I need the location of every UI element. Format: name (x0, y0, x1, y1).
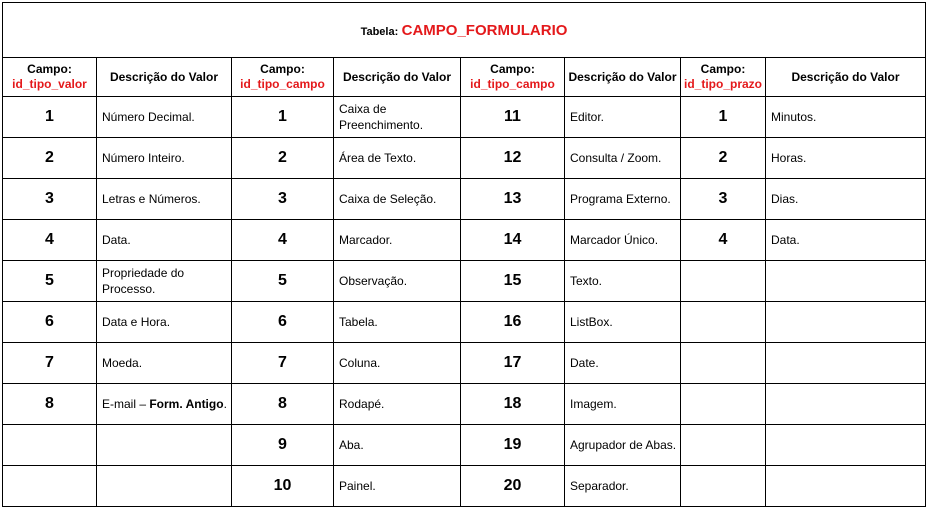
desc-tail-text: . (223, 397, 227, 411)
tipo-valor-desc-cell: Número Inteiro. (97, 138, 232, 179)
tipo-valor-desc-cell: Data. (97, 220, 232, 261)
tipo-campo-b-id-cell: 15 (461, 261, 565, 302)
tipo-prazo-desc-cell (766, 261, 926, 302)
tipo-campo-b-desc-cell: Editor. (565, 97, 681, 138)
table-row (3, 261, 926, 302)
tipo-campo-a-desc-cell: Aba. (334, 425, 461, 466)
tipo-campo-b-desc-cell: ListBox. (565, 302, 681, 343)
table-name: CAMPO_FORMULARIO (401, 21, 568, 39)
tipo-prazo-desc-cell (766, 302, 926, 343)
header-campo-tipo-valor (3, 58, 97, 97)
tipo-valor-desc-cell: Moeda. (97, 343, 232, 384)
tipo-valor-id-cell: 5 (3, 261, 97, 302)
tipo-campo-b-desc-cell: Separador. (565, 466, 681, 507)
header-campo-tipo-campo-a (232, 58, 334, 97)
tipo-campo-a-id-cell: 8 (232, 384, 334, 425)
tipo-valor-id-cell: 6 (3, 302, 97, 343)
tipo-valor-id-cell: 8 (3, 384, 97, 425)
tipo-campo-a-desc-cell: Marcador. (334, 220, 461, 261)
tipo-campo-a-desc-cell: Observação. (334, 261, 461, 302)
table-row (3, 425, 926, 466)
tipo-valor-id-cell (3, 425, 97, 466)
tipo-campo-a-id-cell: 6 (232, 302, 334, 343)
tipo-prazo-id-cell (681, 261, 766, 302)
field-code-tipo-valor: id_tipo_valor (12, 77, 87, 91)
tipo-campo-a-desc-cell: Rodapé. (334, 384, 461, 425)
tipo-prazo-desc-cell (766, 425, 926, 466)
tipo-campo-a-desc-cell: Caixa de Seleção. (334, 179, 461, 220)
title-label: Tabela: (360, 25, 399, 38)
tipo-campo-a-desc-cell: Painel. (334, 466, 461, 507)
field-code-tipo-campo: id_tipo_campo (240, 77, 325, 91)
tipo-prazo-desc-cell (766, 384, 926, 425)
tipo-valor-desc-cell: Letras e Números. (97, 179, 232, 220)
header-descricao-4: Descrição do Valor (766, 58, 926, 97)
tipo-campo-b-desc-cell: Marcador Único. (565, 220, 681, 261)
tipo-valor-id-cell: 3 (3, 179, 97, 220)
tipo-campo-a-desc-cell: Caixa de Preenchimento. (334, 97, 461, 138)
tipo-campo-a-id-cell: 1 (232, 97, 334, 138)
tipo-campo-a-desc-cell: Área de Texto. (334, 138, 461, 179)
table-row (3, 97, 926, 138)
tipo-prazo-id-cell: 3 (681, 179, 766, 220)
tipo-campo-a-desc-cell: Tabela. (334, 302, 461, 343)
tipo-valor-desc-cell (97, 425, 232, 466)
header-campo-tipo-campo-b (461, 58, 565, 97)
tipo-valor-desc-cell: Número Decimal. (97, 97, 232, 138)
tipo-valor-desc-cell: Data e Hora. (97, 302, 232, 343)
tipo-valor-desc-cell: Propriedade do Processo. (97, 261, 232, 302)
tipo-campo-b-id-cell: 19 (461, 425, 565, 466)
campo-label: Campo: (490, 62, 535, 76)
tipo-prazo-desc-cell: Horas. (766, 138, 926, 179)
tipo-campo-b-id-cell: 13 (461, 179, 565, 220)
tipo-prazo-desc-cell (766, 466, 926, 507)
tipo-prazo-id-cell (681, 302, 766, 343)
table-row (3, 466, 926, 507)
tipo-valor-id-cell: 2 (3, 138, 97, 179)
table-row (3, 302, 926, 343)
tipo-prazo-id-cell (681, 343, 766, 384)
tipo-valor-id-cell: 4 (3, 220, 97, 261)
tipo-campo-a-id-cell: 3 (232, 179, 334, 220)
tipo-campo-b-desc-cell: Programa Externo. (565, 179, 681, 220)
tipo-campo-a-id-cell: 5 (232, 261, 334, 302)
table-title (3, 3, 926, 58)
tipo-campo-a-desc-cell: Coluna. (334, 343, 461, 384)
campo-label: Campo: (700, 62, 746, 76)
tipo-valor-id-cell (3, 466, 97, 507)
tipo-valor-desc-cell (97, 384, 232, 425)
table-row (3, 384, 926, 425)
tipo-prazo-desc-cell: Dias. (766, 179, 926, 220)
tipo-prazo-id-cell: 4 (681, 220, 766, 261)
tipo-campo-b-id-cell: 14 (461, 220, 565, 261)
tipo-campo-b-desc-cell: Imagem. (565, 384, 681, 425)
header-descricao-1: Descrição do Valor (97, 58, 232, 97)
header-campo-tipo-prazo (681, 58, 766, 97)
tipo-campo-a-id-cell: 9 (232, 425, 334, 466)
tipo-valor-id-cell: 1 (3, 97, 97, 138)
field-code-tipo-campo: id_tipo_campo (470, 77, 555, 91)
table-row (3, 343, 926, 384)
campo-label: Campo: (260, 62, 305, 76)
tipo-prazo-id-cell (681, 466, 766, 507)
tipo-valor-desc-cell (97, 466, 232, 507)
field-code-tipo-prazo: id_tipo_prazo (683, 77, 762, 91)
tipo-prazo-id-cell (681, 425, 766, 466)
tipo-prazo-id-cell: 2 (681, 138, 766, 179)
tipo-campo-b-id-cell: 16 (461, 302, 565, 343)
desc-bold-text: Form. Antigo (149, 397, 224, 411)
table-row (3, 179, 926, 220)
tipo-campo-a-id-cell: 7 (232, 343, 334, 384)
tipo-campo-b-id-cell: 11 (461, 97, 565, 138)
tipo-campo-a-id-cell: 2 (232, 138, 334, 179)
table-row (3, 220, 926, 261)
header-descricao-2: Descrição do Valor (334, 58, 461, 97)
tipo-prazo-desc-cell: Data. (766, 220, 926, 261)
tipo-campo-b-id-cell: 17 (461, 343, 565, 384)
tipo-campo-b-id-cell: 12 (461, 138, 565, 179)
tipo-campo-b-desc-cell: Consulta / Zoom. (565, 138, 681, 179)
tipo-prazo-desc-cell: Minutos. (766, 97, 926, 138)
tipo-prazo-id-cell (681, 384, 766, 425)
tipo-campo-b-desc-cell: Agrupador de Abas. (565, 425, 681, 466)
tipo-prazo-id-cell: 1 (681, 97, 766, 138)
tipo-valor-id-cell: 7 (3, 343, 97, 384)
campo-formulario-table (2, 2, 926, 507)
header-row (3, 58, 926, 97)
tipo-prazo-desc-cell (766, 343, 926, 384)
tipo-campo-b-id-cell: 20 (461, 466, 565, 507)
campo-label: Campo: (27, 62, 72, 76)
tipo-campo-a-id-cell: 4 (232, 220, 334, 261)
tipo-campo-a-id-cell: 10 (232, 466, 334, 507)
tipo-campo-b-desc-cell: Date. (565, 343, 681, 384)
tipo-campo-b-desc-cell: Texto. (565, 261, 681, 302)
desc-text: E-mail – (102, 397, 150, 411)
tipo-campo-b-id-cell: 18 (461, 384, 565, 425)
table-row (3, 138, 926, 179)
document-page (2, 2, 925, 499)
header-descricao-3: Descrição do Valor (565, 58, 681, 97)
